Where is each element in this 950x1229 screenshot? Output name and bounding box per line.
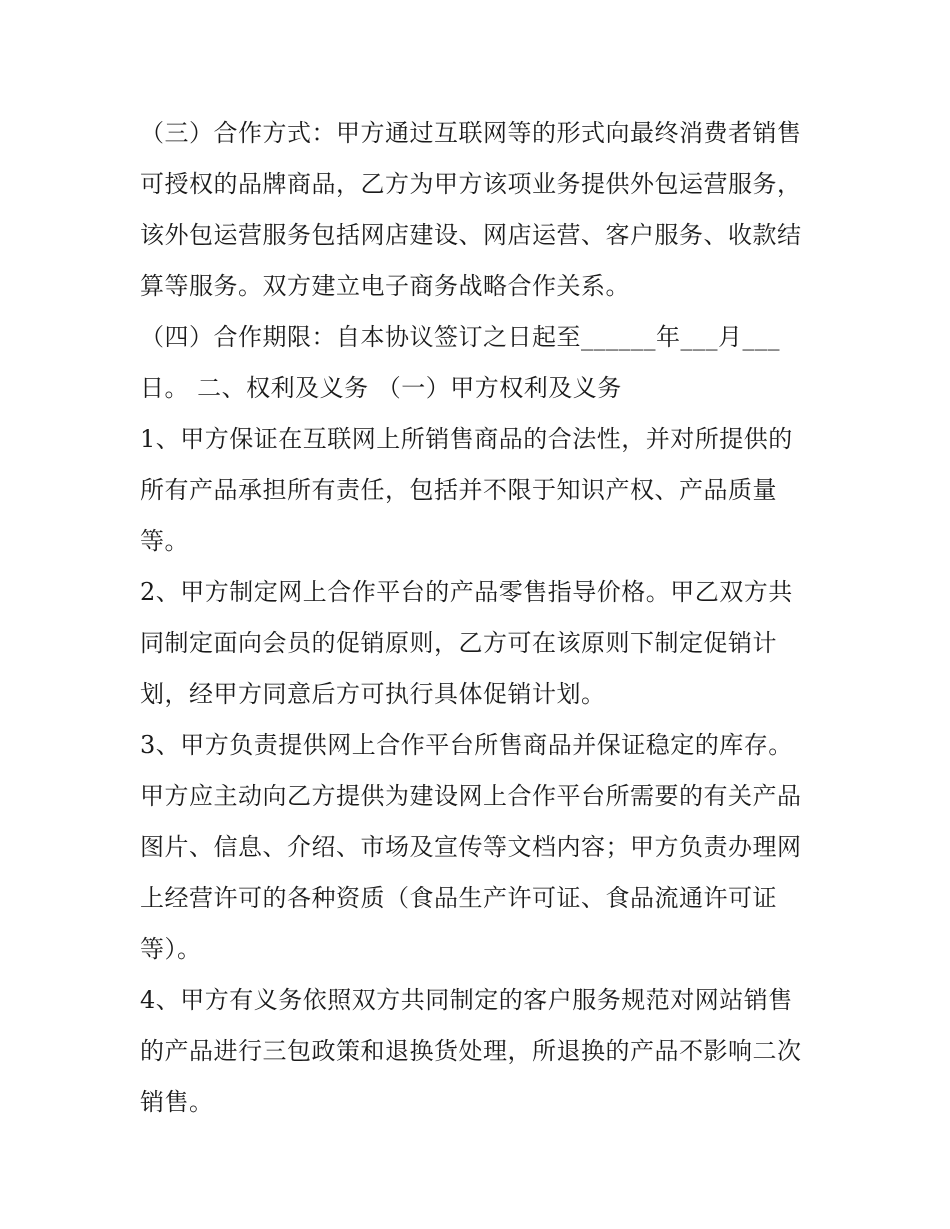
text-line: 4、甲方有义务依照双方共同制定的客户服务规范对网站销售 [140, 986, 793, 1014]
text-line: 日。 二、权利及义务 （一）甲方权利及义务 [140, 374, 622, 402]
text-line: 可授权的品牌商品，乙方为甲方该项业务提供外包运营服务， [140, 170, 802, 198]
text-line: （三）合作方式：甲方通过互联网等的形式向最终消费者销售 [140, 119, 802, 147]
document-body [140, 108, 820, 1128]
text-line: 该外包运营服务包括网店建设、网店运营、客户服务、收款结 [140, 221, 802, 249]
text-line: 算等服务。双方建立电子商务战略合作关系。 [140, 272, 630, 300]
text-line: （四）合作期限：自本协议签订之日起至______年___月___ [140, 323, 780, 351]
text-line: 销售。 [140, 1088, 214, 1116]
text-line: 图片、信息、介绍、市场及宣传等文档内容；甲方负责办理网 [140, 833, 802, 861]
text-line: 3、甲方负责提供网上合作平台所售商品并保证稳定的库存。 [140, 731, 793, 759]
text-line: 上经营许可的各种资质（食品生产许可证、食品流通许可证 [140, 884, 777, 912]
text-line: 1、甲方保证在互联网上所销售商品的合法性，并对所提供的 [140, 425, 793, 453]
text-line: 划，经甲方同意后方可执行具体促销计划。 [140, 680, 606, 708]
text-line: 2、甲方制定网上合作平台的产品零售指导价格。甲乙双方共 [140, 578, 793, 606]
text-line: 同制定面向会员的促销原则，乙方可在该原则下制定促销计 [140, 629, 777, 657]
text-line: 所有产品承担所有责任，包括并不限于知识产权、产品质量 [140, 476, 777, 504]
text-line: 的产品进行三包政策和退换货处理，所退换的产品不影响二次 [140, 1037, 802, 1065]
text-line: 等。 [140, 527, 189, 555]
text-line: 甲方应主动向乙方提供为建设网上合作平台所需要的有关产品 [140, 782, 802, 810]
text-line: 等）。 [140, 935, 202, 963]
